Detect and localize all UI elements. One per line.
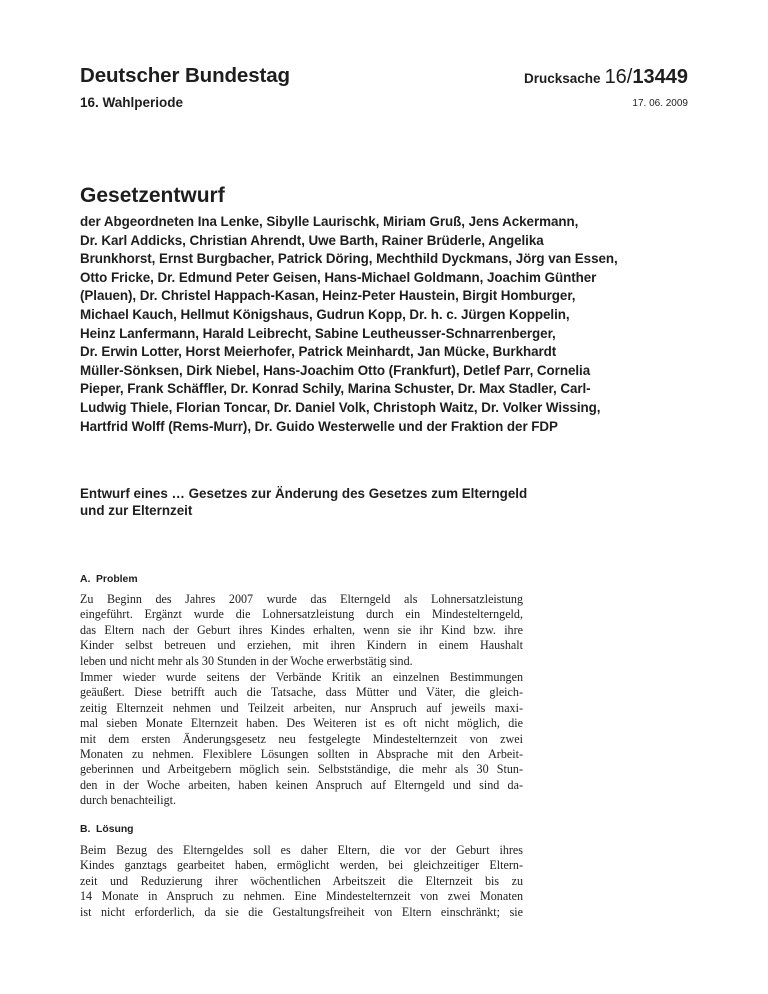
text-line: eingeführt. Ergänzt wurde die Lohnersatzleistung durch ein Mindestelterngeld, xyxy=(80,607,523,622)
drucksache-reference xyxy=(524,66,688,89)
authors-line: Pieper, Frank Schäffler, Dr. Konrad Schily, Marina Schuster, Dr. Max Stadler, Carl- xyxy=(80,381,591,397)
authors-line: Dr. Erwin Lotter, Horst Meierhofer, Patrick Meinhardt, Jan Mücke, Burkhardt xyxy=(80,344,557,360)
text-line: durch benachteiligt. xyxy=(80,793,177,808)
section-title: Lösung xyxy=(96,824,134,835)
text-line: das Eltern nach der Geburt ihres Kindes erhalten, wenn sie ihr Kind bzw. ihre xyxy=(80,622,523,637)
text-line: geberinnen und Arbeitgebern möglich sein. Selbstständige, die mehr als 30 Stun- xyxy=(80,762,523,777)
law-title-line: und zur Elternzeit xyxy=(80,503,193,518)
section-heading-problem xyxy=(80,574,138,585)
paragraph-problem-1 xyxy=(80,592,523,669)
document-date: 17. 06. 2009 xyxy=(632,98,688,109)
authors-line: Otto Fricke, Dr. Edmund Peter Geisen, Hans-Michael Goldmann, Joachim Günther xyxy=(80,269,597,285)
text-line: 14 Monate in Anspruch zu nehmen. Eine Mindestelternzeit von zwei Monaten xyxy=(80,889,523,904)
authors-line: Brunkhorst, Ernst Burgbacher, Patrick Döring, Mechthild Dyckmans, Jörg van Essen, xyxy=(80,251,618,267)
section-number: B. xyxy=(80,824,91,835)
text-line: leben und nicht mehr als 30 Stunden in der Woche erwerbstätig sind. xyxy=(80,653,413,668)
section-number: A. xyxy=(80,574,91,585)
authors-line: Dr. Karl Addicks, Christian Ahrendt, Uwe Barth, Rainer Brüderle, Angelika xyxy=(80,232,544,248)
text-line: Beim Bezug des Elterngeldes soll es daher Eltern, die vor der Geburt ihres xyxy=(80,843,523,857)
section-heading-solution xyxy=(80,824,134,835)
law-title-line: Entwurf eines … Gesetzes zur Änderung des Gesetzes zum Elterngeld xyxy=(80,486,528,501)
authors-line: Hartfrid Wolff (Rems-Murr), Dr. Guido Westerwelle und der Fraktion der FDP xyxy=(80,418,558,434)
text-line: geäußert. Diese betrifft auch die Tatsache, dass Mütter und Väter, die gleich- xyxy=(80,685,523,700)
drucksache-label: Drucksache xyxy=(524,71,601,86)
text-line: zeitig Elternzeit nehmen und Teilzeit arbeiten, nur Anspruch auf jeweils maxi- xyxy=(80,700,523,715)
text-line: Zu Beginn des Jahres 2007 wurde das Elterngeld als Lohnersatzleistung xyxy=(80,592,523,606)
text-line: mal sieben Monate Elternzeit haben. Des Weiteren ist es oft nicht möglich, die xyxy=(80,716,523,731)
text-line: Kindes ganztags gearbeitet haben, ermöglicht werden, bei gleichzeitiger Eltern- xyxy=(80,858,523,873)
section-title: Problem xyxy=(96,574,138,585)
authors-line: der Abgeordneten Ina Lenke, Sibylle Laurischk, Miriam Gruß, Jens Ackermann, xyxy=(80,214,579,229)
legislative-period: 16. Wahlperiode xyxy=(80,95,184,110)
paragraph-problem-2 xyxy=(80,670,523,809)
drucksache-number-prefix: 16/ xyxy=(604,66,633,88)
document-type-title: Gesetzentwurf xyxy=(80,184,225,207)
text-line: Monaten zu nehmen. Flexiblere Lösungen sollten in Absprache mit den Arbeit- xyxy=(80,747,523,762)
text-line: den in der Woche arbeiten, haben keinen Anspruch auf Elterngeld und sind da- xyxy=(80,777,523,792)
text-line: Immer wieder wurde seitens der Verbände Kritik an einzelnen Bestimmungen xyxy=(80,670,523,684)
law-title xyxy=(80,485,527,519)
authors-list xyxy=(80,213,692,436)
authors-line: Heinz Lanfermann, Harald Leibrecht, Sabine Leutheusser-Schnarrenberger, xyxy=(80,325,556,341)
institution-name: Deutscher Bundestag xyxy=(80,64,290,87)
authors-line: Michael Kauch, Hellmut Königshaus, Gudrun Kopp, Dr. h. c. Jürgen Koppelin, xyxy=(80,306,570,322)
text-line: zeit und Reduzierung ihrer wöchentlichen Arbeitszeit die Elternzeit bis zu xyxy=(80,873,523,888)
authors-line: Ludwig Thiele, Florian Toncar, Dr. Daniel Volk, Christoph Waitz, Dr. Volker Wissing, xyxy=(80,399,601,415)
authors-line: Müller-Sönksen, Dirk Niebel, Hans-Joachim Otto (Frankfurt), Detlef Parr, Cornelia xyxy=(80,362,591,378)
authors-line: (Plauen), Dr. Christel Happach-Kasan, Heinz-Peter Haustein, Birgit Homburger, xyxy=(80,288,576,304)
text-line: ist nicht erforderlich, da sie die Gestaltungsfreiheit von Eltern einschränkt; sie xyxy=(80,904,523,919)
drucksache-number: 13449 xyxy=(632,66,688,88)
text-line: mit dem ersten Änderungsgesetz neu festgelegte Mindestelternzeit von zwei xyxy=(80,731,523,746)
paragraph-solution-1 xyxy=(80,843,523,920)
text-line: Kinder selbst betreuen und erziehen, mit ihren Kindern in einem Haushalt xyxy=(80,638,523,653)
